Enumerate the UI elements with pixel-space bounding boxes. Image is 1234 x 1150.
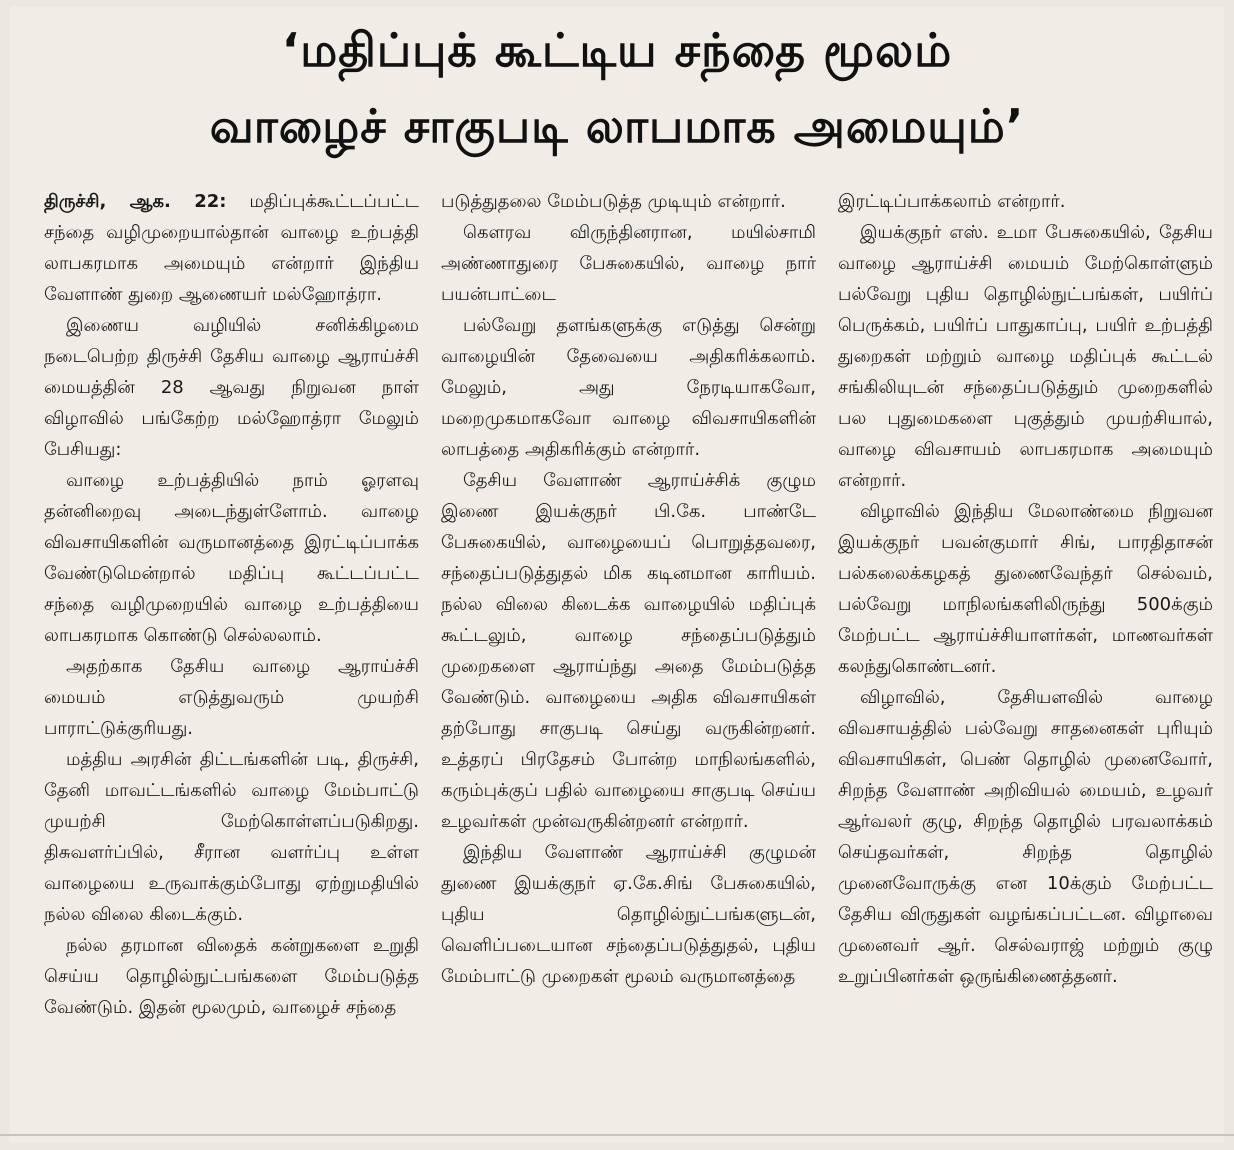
paragraph: நல்ல தரமான விதைக் கன்றுகளை உறுதி செய்ய தொழில்நுட்பங்களை மேம்படுத்த வேண்டும். இதன் மூலமும், வாழைச் சந்தை <box>44 935 419 1018</box>
paragraph: தேசிய வேளாண் ஆராய்ச்சிக் குழும இணை இயக்குநர் பி.கே. பாண்டே பேசுகையில், வாழையைப் பொறுத்தவரை, சந்தைப்படுத்துதல் மிக கடினமான காரியம். நல்ல விலை கிடைக்க வாழையில் மதிப்புக் கூட்டலும், வாழை சந்தைப்படுத்தும் முறைகளை ஆராய்ந்து அதை மேம்படுத்த வேண்டும். வாழையை அதிக விவசாயிகள் தற்போது சாகுபடி செய்து வருகின்றனர். உத்தரப் பிரதேசம் போன்ற மாநிலங்களில், கரும்புக்குப் பதில் வாழையை சாகுபடி செய்ய உழவர்கள் முன்வருகின்றனர் என்றார். <box>441 470 816 832</box>
paragraph: இந்திய வேளாண் ஆராய்ச்சி குழுமன் துணை இயக்குநர் ஏ.கே.சிங் பேசுகையில், புதிய தொழில்நுட்பங்களுடன், வெளிப்படையான சந்தைப்படுத்துதல், புதிய மேம்பாட்டு முறைகள் மூலம் வருமானத்தை <box>441 842 816 987</box>
headline-line-1: ‘மதிப்புக் கூட்டிய சந்தை மூலம் <box>281 23 953 77</box>
paragraph: படுத்துதலை மேம்படுத்த முடியும் என்றார். <box>441 191 786 212</box>
paragraph: இரட்டிப்பாக்கலாம் என்றார். <box>838 191 1066 212</box>
column-3 <box>838 186 1213 1126</box>
headline <box>30 12 1204 164</box>
paragraph: பல்வேறு தளங்களுக்கு எடுத்து சென்று வாழையின் தேவையை அதிகரிக்கலாம். மேலும், அது நேரடியாகவோ, மறைமுகமாகவோ வாழை விவசாயிகளின் லாபத்தை அதிகரிக்கும் என்றார். <box>441 315 816 460</box>
column-2 <box>441 186 816 1126</box>
paragraph: விழாவில் இந்திய மேலாண்மை நிறுவன இயக்குநர் பவன்குமார் சிங், பாரதிதாசன் பல்கலைக்கழகத் துணைவேந்தர் செல்வம், பல்வேறு மாநிலங்களிலிருந்து 500க்கும் மேற்பட்ட ஆராய்ச்சியாளர்கள், மாணவர்கள் கலந்துகொண்டனர். <box>838 501 1213 677</box>
column-1 <box>44 186 419 1126</box>
paragraph-text: மதிப்புக்கூட்டப்பட்ட சந்தை வழிமுறையால்தான் வாழை உற்பத்தி லாபகரமாக அமையும் என்றார் இந்திய வேளாண் துறை ஆணையர் மல்ஹோத்ரா. <box>44 191 419 305</box>
paragraph: கௌரவ விருந்தினரான, மயில்சாமி அண்ணாதுரை பேசுகையில், வாழை நார் பயன்பாட்டை <box>441 222 816 305</box>
paragraph: மத்திய அரசின் திட்டங்களின் படி, திருச்சி, தேனி மாவட்டங்களில் வாழை மேம்பாட்டு முயற்சி மேற்கொள்ளப்படுகிறது. திசுவளர்ப்பில், சீரான வளர்ப்பு உள்ள வாழையை உருவாக்கும்போது ஏற்றுமதியில் நல்ல விலை கிடைக்கும். <box>44 749 419 925</box>
paragraph: அதற்காக தேசிய வாழை ஆராய்ச்சி மையம் எடுத்துவரும் முயற்சி பாராட்டுக்குரியது. <box>44 656 419 739</box>
article-body <box>44 186 1214 1126</box>
paragraph: இணைய வழியில் சனிக்கிழமை நடைபெற்ற திருச்சி தேசிய வாழை ஆராய்ச்சி மையத்தின் 28 ஆவது நிறுவன நாள் விழாவில் பங்கேற்ற மல்ஹோத்ரா மேலும் பேசியது: <box>44 315 419 460</box>
paragraph: இயக்குநர் எஸ். உமா பேசுகையில், தேசிய வாழை ஆராய்ச்சி மையம் மேற்கொள்ளும் பல்வேறு புதிய தொழில்நுட்பங்கள், பயிர்ப் பெருக்கம், பயிர்ப் பாதுகாப்பு, பயிர் உற்பத்தி துறைகள் மற்றும் வாழை மதிப்புக் கூட்டல் சங்கிலியுடன் சந்தைப்படுத்தும் முறைகளில் பல புதுமைகளை புகுத்தும் முயற்சியால், வாழை விவசாயம் லாபகரமாக அமையும் என்றார். <box>838 222 1213 491</box>
dateline: திருச்சி, ஆக. 22: <box>44 191 227 212</box>
paragraph: வாழை உற்பத்தியில் நாம் ஓரளவு தன்னிறைவு அடைந்துள்ளோம். வாழை விவசாயிகளின் வருமானத்தை இரட்டிப்பாக்க வேண்டுமென்றால் மதிப்பு கூட்டப்பட்ட சந்தை வழிமுறையில் வாழை உற்பத்தியை லாபகரமாக கொண்டு செல்லலாம். <box>44 470 419 646</box>
paragraph <box>44 186 419 310</box>
paragraph: விழாவில், தேசியளவில் வாழை விவசாயத்தில் பல்வேறு சாதனைகள் புரியும் விவசாயிகள், பெண் தொழில் முனைவோர், சிறந்த வேளாண் அறிவியல் மையம், உழவர் ஆர்வலர் குழு, சிறந்த தொழில் பரவலாக்கம் செய்தவர்கள், சிறந்த தொழில் முனைவோருக்கு என 10க்கும் மேற்பட்ட தேசிய விருதுகள் வழங்கப்பட்டன. விழாவை முனைவர் ஆர். செல்வராஜ் மற்றும் குழு உறுப்பினர்கள் ஒருங்கிணைத்தனர். <box>838 687 1213 987</box>
page-fold-divider <box>0 1134 1234 1136</box>
headline-line-2: வாழைச் சாகுபடி லாபமாக அமையும்’ <box>209 99 1025 153</box>
